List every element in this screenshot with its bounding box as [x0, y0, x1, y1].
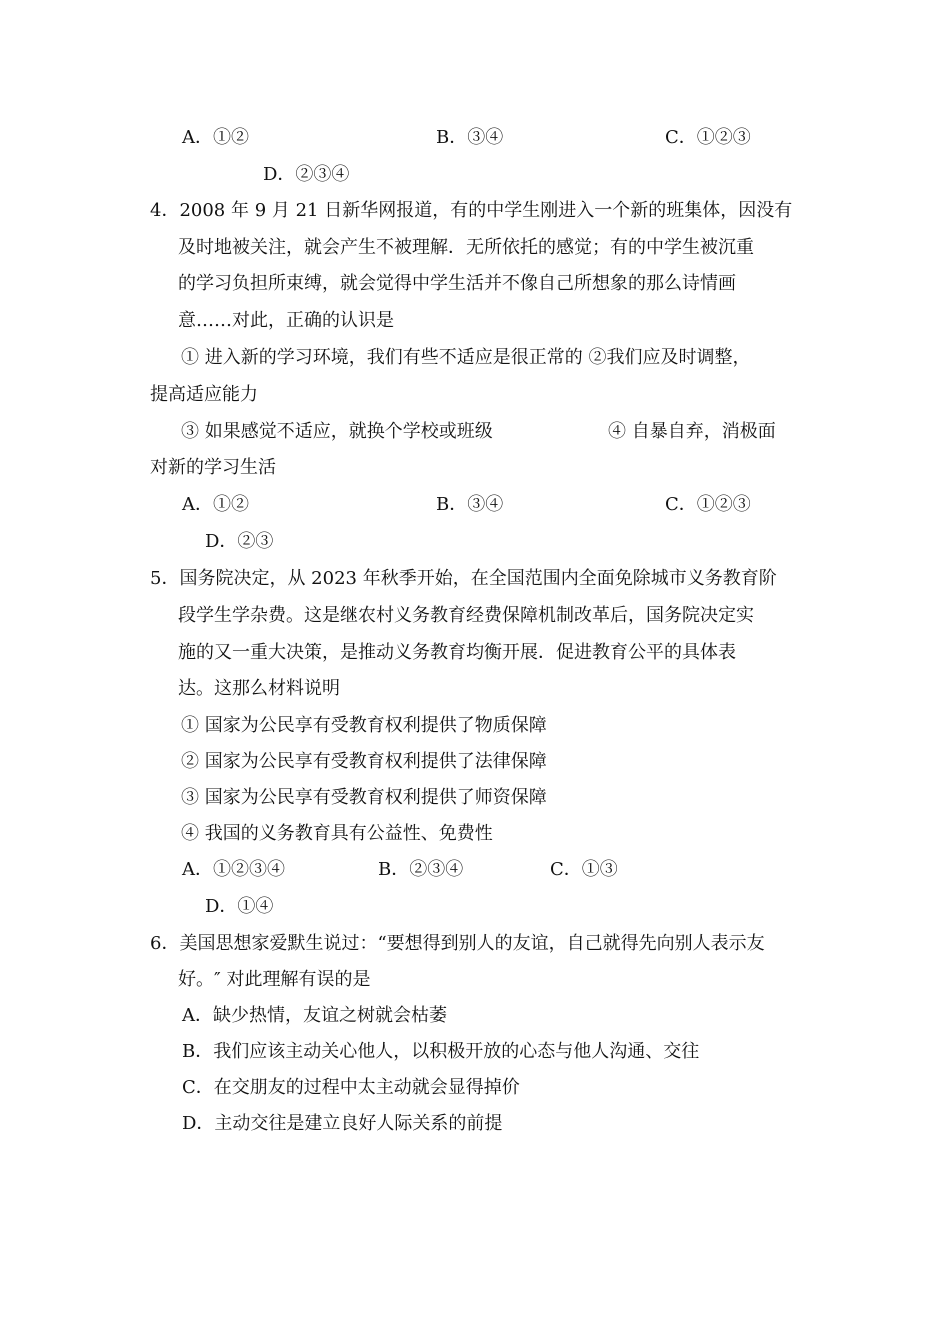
q4-option-c: C．①②③ — [665, 494, 751, 515]
q5-stem-line-3: 施的又一重大决策，是推动义务教育均衡开展．促进教育公平的具体表 — [178, 642, 736, 663]
q6-option-a: A．缺少热情，友谊之树就会枯萎 — [182, 1005, 447, 1026]
q6-stem-line-1: 6．美国思想家爱默生说过：“要想得到别人的友谊，自己就得先向别人表示友 — [150, 933, 765, 954]
q4-statement-3: ③ 如果感觉不适应，就换个学校或班级 — [181, 421, 493, 442]
q5-option-b: B．②③④ — [378, 859, 464, 880]
q4-stem-line-4: 意……对此，正确的认识是 — [178, 310, 394, 331]
q5-statement-4: ④ 我国的义务教育具有公益性、免费性 — [181, 823, 493, 844]
q3-option-d: D．②③④ — [263, 164, 350, 185]
q6-stem-line-2: 好。″ 对此理解有误的是 — [178, 969, 371, 990]
q5-statement-1: ① 国家为公民享有受教育权利提供了物质保障 — [181, 715, 547, 736]
q4-stem-line-3: 的学习负担所束缚，就会觉得中学生活并不像自己所想象的那么诗情画 — [178, 273, 736, 294]
q3-option-a: A．①② — [182, 127, 249, 148]
q5-stem-line-2: 段学生学杂费。这是继农村义务教育经费保障机制改革后，国务院决定实 — [178, 605, 754, 626]
q6-option-d: D．主动交往是建立良好人际关系的前提 — [182, 1113, 503, 1134]
q3-option-c: C．①②③ — [665, 127, 751, 148]
q4-statement-1-line-1: ① 进入新的学习环境，我们有些不适应是很正常的 ②我们应及时调整， — [181, 347, 751, 368]
q4-stem-line-2: 及时地被关注，就会产生不被理解．无所依托的感觉；有的中学生被沉重 — [178, 237, 754, 258]
q4-statement-4-part-2: 对新的学习生活 — [150, 457, 276, 478]
q4-option-a: A．①② — [182, 494, 249, 515]
q5-statement-2: ② 国家为公民享有受教育权利提供了法律保障 — [181, 751, 547, 772]
q5-option-c: C．①③ — [550, 859, 618, 880]
q5-stem-line-1: 5．国务院决定，从 2023 年秋季开始，在全国范围内全面免除城市义务教育阶 — [150, 568, 777, 589]
q4-option-b: B．③④ — [436, 494, 504, 515]
q4-statement-4-part-1: ④ 自暴自弃，消极面 — [608, 421, 776, 442]
q4-stem-line-1: 4．2008 年 9 月 21 日新华网报道，有的中学生刚进入一个新的班集体，因没有 — [150, 200, 793, 221]
q6-option-b: B．我们应该主动关心他人，以积极开放的心态与他人沟通、交往 — [182, 1041, 700, 1062]
q5-statement-3: ③ 国家为公民享有受教育权利提供了师资保障 — [181, 787, 547, 808]
q4-option-d: D．②③ — [205, 531, 274, 552]
q5-option-d: D．①④ — [205, 896, 274, 917]
q5-option-a: A．①②③④ — [182, 859, 285, 880]
q4-statement-1-line-2: 提高适应能力 — [150, 384, 258, 405]
q6-option-c: C．在交朋友的过程中太主动就会显得掉价 — [182, 1077, 520, 1098]
q5-stem-line-4: 达。这那么材料说明 — [178, 678, 340, 699]
q3-option-b: B．③④ — [436, 127, 504, 148]
